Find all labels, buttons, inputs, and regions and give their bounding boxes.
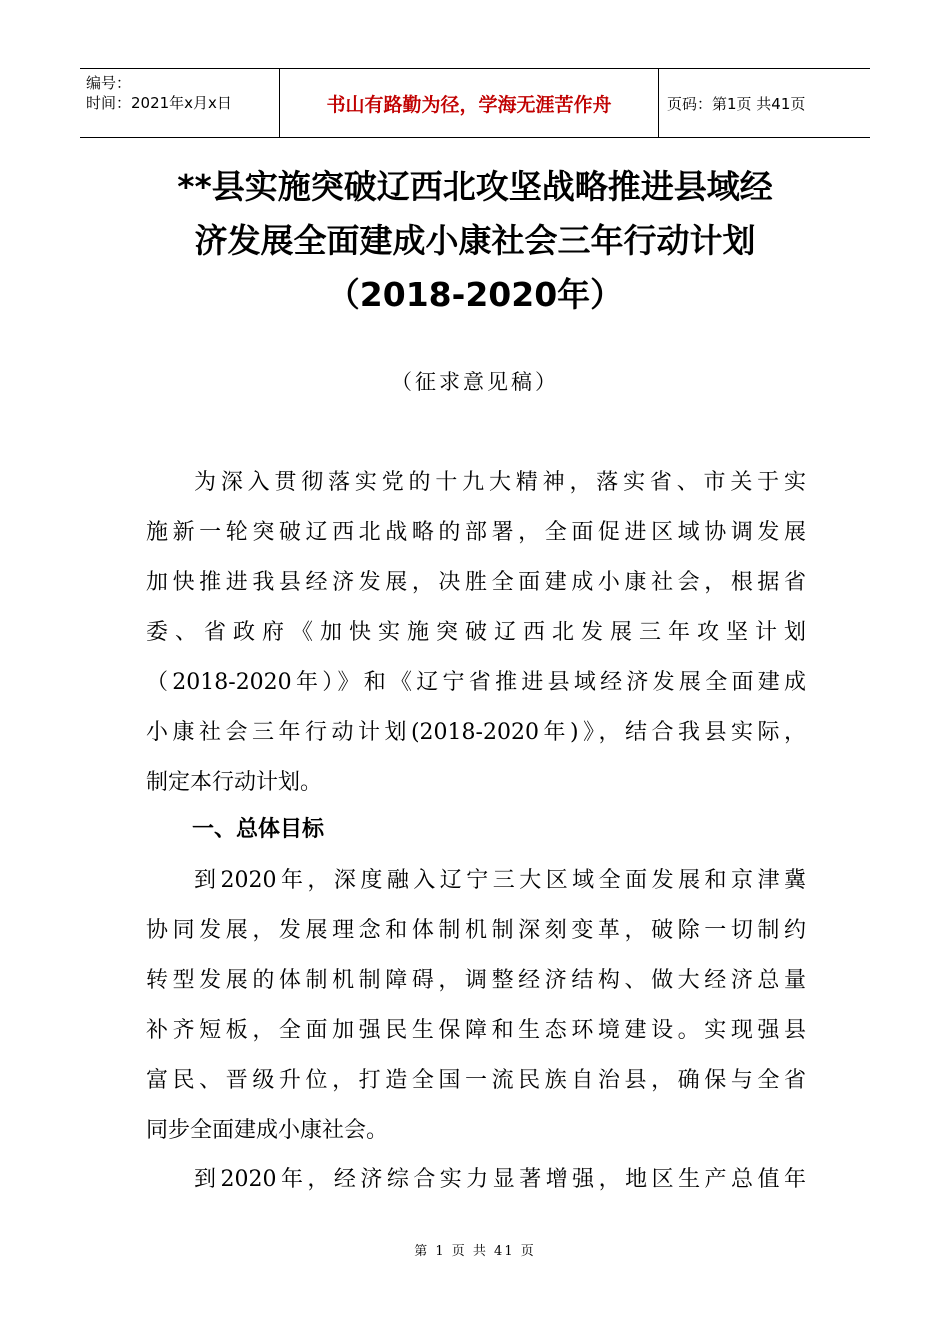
document-subtitle: （征求意见稿） [391, 370, 559, 394]
paragraph-line: 协同发展，发展理念和体制机制深刻变革，破除一切制约 [146, 918, 806, 943]
title-line-2: 济发展全面建成小康社会三年行动计划 [194, 221, 756, 260]
title-line-1: **县实施突破辽西北攻坚战略推进县域经 [177, 167, 773, 206]
paragraph-line: 制定本行动计划。 [146, 770, 323, 795]
header-page-info: 页码：第1页 共41页 [667, 94, 806, 113]
paragraph-line: 小康社会三年行动计划(2018-2020年)》，结合我县实际， [146, 720, 806, 745]
paragraph-goals [146, 856, 806, 1156]
page-footer: 第 1 页 共 41 页 [414, 1244, 536, 1259]
page-header [80, 68, 870, 138]
paragraph-line: 为深入贯彻落实党的十九大精神，落实省、市关于实 [194, 470, 806, 495]
paragraph-line: 到2020年，经济综合实力显著增强，地区生产总值年 [194, 1167, 806, 1192]
paragraph-line: 到2020年，深度融入辽宁三大区域全面发展和京津冀 [194, 868, 806, 893]
document-time-label: 时间：2021年x月x日 [86, 94, 232, 112]
document-title [100, 160, 850, 322]
paragraph-intro [146, 458, 806, 808]
paragraph-line: 富民、晋级升位，打造全国一流民族自治县，确保与全省 [146, 1068, 806, 1093]
paragraph-line: 同步全面建成小康社会。 [146, 1118, 389, 1143]
paragraph-economy [146, 1155, 806, 1205]
title-line-3: （2018-2020年） [326, 275, 624, 314]
header-meta [80, 69, 280, 137]
paragraph-line: 委、省政府《加快实施突破辽西北发展三年攻坚计划 [146, 620, 806, 645]
section-heading-overall-goals: 一、总体目标 [192, 817, 325, 842]
paragraph-line: 施新一轮突破辽西北战略的部署，全面促进区域协调发展 [146, 520, 806, 545]
paragraph-line: 加快推进我县经济发展，决胜全面建成小康社会，根据省 [146, 570, 806, 595]
document-number-label: 编号： [86, 74, 132, 92]
header-slogan: 书山有路勤为径，学海无涯苦作舟 [280, 69, 659, 137]
paragraph-line: 转型发展的体制机制障碍，调整经济结构、做大经济总量 [146, 968, 806, 993]
paragraph-line: （2018-2020年）》和《辽宁省推进县域经济发展全面建成 [146, 670, 806, 695]
paragraph-line: 补齐短板，全面加强民生保障和生态环境建设。实现强县 [146, 1018, 806, 1043]
